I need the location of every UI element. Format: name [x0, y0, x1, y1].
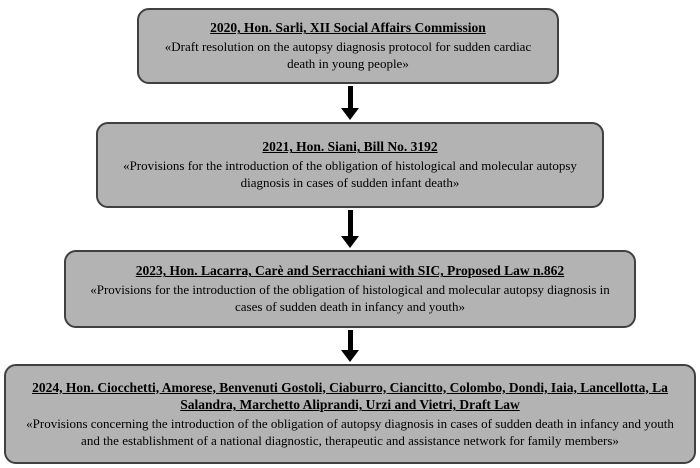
box-title-2020: 2020, Hon. Sarli, XII Social Affairs Commission [210, 20, 486, 36]
box-description-2024: «Provisions concerning the introduction of the obligation of autopsy diagnosis in cases of sudden death in infancy and youth and the establishment of a national diagnostic, therapeutic and assistance network for family members» [26, 415, 674, 448]
box-description-2020: «Draft resolution on the autopsy diagnosis protocol for sudden cardiac death in young people» [164, 38, 532, 71]
arrow-head-icon [341, 350, 359, 362]
down-arrow-1 [341, 86, 359, 120]
arrow-stem [348, 86, 353, 108]
flowchart-box-2020 [137, 8, 559, 84]
down-arrow-3 [341, 330, 359, 362]
box-title-2023: 2023, Hon. Lacarra, Carè and Serracchiani with SIC, Proposed Law n.862 [135, 263, 565, 279]
arrow-stem [348, 330, 353, 350]
flowchart-box-2021 [96, 122, 604, 208]
arrow-stem [348, 210, 353, 236]
down-arrow-2 [341, 210, 359, 248]
flowchart-box-2023 [64, 250, 636, 328]
box-title-2024: 2024, Hon. Ciocchetti, Amorese, Benvenuti Gostoli, Ciaburro, Ciancitto, Colombo, Dondi, Iaia, Lancellotta, La Salandra, Marchetto Aliprandi, Urzi and Vietri, Draft Law [32, 379, 668, 413]
box-title-2021: 2021, Hon. Siani, Bill No. 3192 [262, 139, 438, 155]
arrow-head-icon [341, 108, 359, 120]
arrow-head-icon [341, 236, 359, 248]
flowchart-box-2024 [4, 364, 696, 464]
box-description-2023: «Provisions for the introduction of the obligation of histological and molecular autopsy diagnosis in cases of sudden death in infancy and youth» [90, 281, 610, 314]
box-description-2021: «Provisions for the introduction of the obligation of histological and molecular autopsy diagnosis in cases of sudden infant death» [123, 157, 577, 190]
